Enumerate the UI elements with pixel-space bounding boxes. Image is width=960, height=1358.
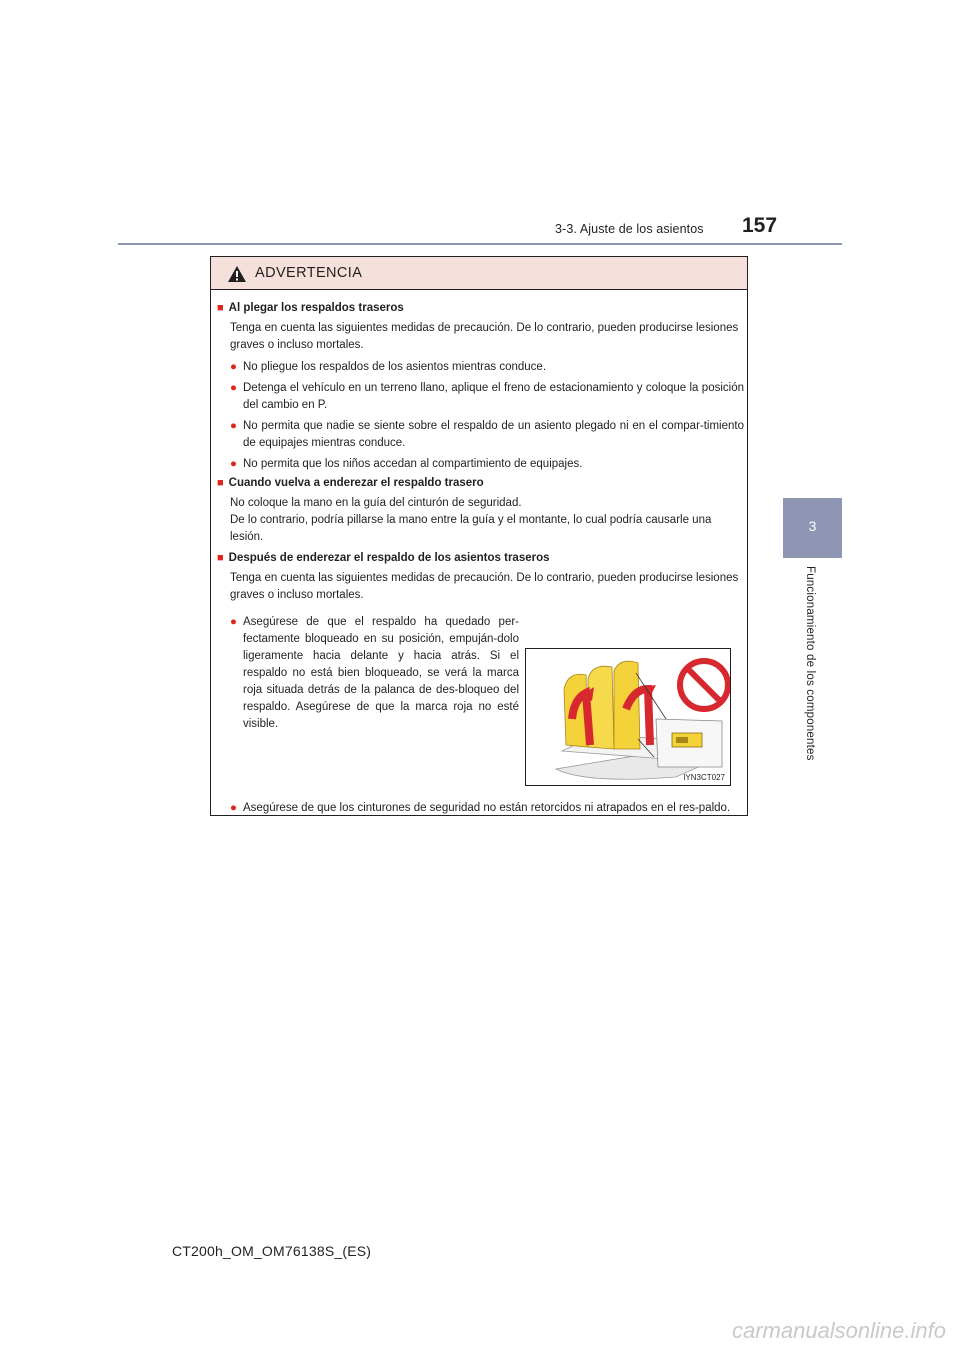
section-heading: ■ Cuando vuelva a enderezar el respaldo trasero	[217, 477, 484, 489]
list-item: ● Asegúrese de que el respaldo ha quedado per-fectamente bloqueado en su posición, empuján-dolo ligeramente hacia delante y hacia atrás. Si el respaldo no está bien bloqueado, se verá la marca roja situada detrás de la palanca de des-bloqueo del respaldo. Asegúrese de que la marca roja no esté visible.	[230, 616, 519, 730]
warning-box	[210, 256, 748, 816]
chapter-number: 3	[808, 518, 817, 534]
paragraph: De lo contrario, podría pillarse la mano entre la guía y el montante, lo cual podría causarle una lesión.	[230, 514, 712, 543]
bullet-dot-icon: ●	[230, 361, 237, 373]
bullet-dot-icon: ●	[230, 802, 237, 814]
header-rule	[118, 243, 842, 245]
warning-header	[211, 257, 747, 290]
list-item: ● Asegúrese de que los cinturones de seguridad no están retorcidos ni atrapados en el res-paldo.	[230, 800, 744, 817]
paragraph: Tenga en cuenta las siguientes medidas de precaución. De lo contrario, pueden producirse lesiones graves o incluso mortales.	[230, 572, 739, 601]
square-bullet-icon: ■	[217, 552, 224, 564]
list-item: ● No permita que los niños accedan al compartimiento de equipajes.	[230, 456, 744, 473]
warning-triangle-icon	[227, 265, 247, 283]
section-title: 3-3. Ajuste de los asientos	[555, 222, 704, 236]
watermark: carmanualsonline.info	[731, 1318, 946, 1343]
chapter-label: Funcionamiento de los componentes	[804, 566, 816, 761]
bullet-dot-icon: ●	[230, 382, 237, 394]
list-item: ● No permita que nadie se siente sobre el respaldo de un asiento plegado ni en el compar-timiento de equipajes mientras conduce.	[230, 420, 744, 449]
bullet-dot-icon: ●	[230, 458, 237, 470]
warning-title: ADVERTENCIA	[255, 265, 363, 281]
section-heading: ■ Al plegar los respaldos traseros	[217, 302, 404, 314]
chapter-tab	[783, 498, 842, 558]
square-bullet-icon: ■	[217, 302, 224, 314]
square-bullet-icon: ■	[217, 477, 224, 489]
list-item: ● Detenga el vehículo en un terreno llano, aplique el freno de estacionamiento y coloque la posición del cambio en P.	[230, 382, 744, 411]
paragraph: No coloque la mano en la guía del cinturón de seguridad.	[230, 497, 522, 509]
bullet-dot-icon: ●	[230, 420, 237, 432]
list-item: ● No pliegue los respaldos de los asientos mientras conduce.	[230, 359, 744, 376]
section-heading: ■ Después de enderezar el respaldo de los asientos traseros	[217, 552, 550, 564]
document-id: CT200h_OM_OM76138S_(ES)	[172, 1243, 372, 1259]
paragraph: Tenga en cuenta las siguientes medidas de precaución. De lo contrario, pueden producirse lesiones graves o incluso mortales.	[230, 322, 739, 351]
seat-illustration	[525, 648, 731, 786]
illustration-code: IYN3CT027	[683, 773, 725, 782]
rear-seat-drawing	[526, 649, 731, 786]
page-number: 157	[742, 214, 778, 237]
bullet-dot-icon: ●	[230, 616, 237, 628]
